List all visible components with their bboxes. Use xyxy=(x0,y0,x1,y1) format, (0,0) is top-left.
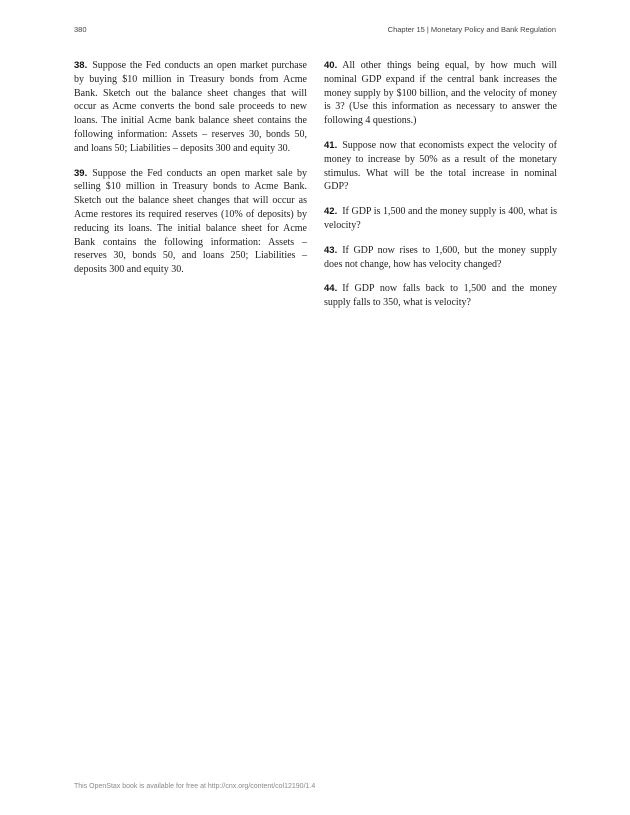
question-38 xyxy=(74,59,307,156)
question-40 xyxy=(324,59,557,128)
page-header xyxy=(74,25,556,39)
question-number: 40. xyxy=(324,60,338,71)
question-text: If GDP is 1,500 and the money supply is 400, what is velocity? xyxy=(324,206,557,231)
question-number: 38. xyxy=(74,60,88,71)
header-separator: | xyxy=(426,25,429,34)
question-39 xyxy=(74,167,307,277)
chapter-title xyxy=(388,25,556,34)
question-number: 42. xyxy=(324,206,338,218)
question-42 xyxy=(324,205,557,233)
question-number: 39. xyxy=(74,167,88,179)
question-41 xyxy=(324,139,557,194)
question-text: Suppose now that economists expect the velocity of money to increase by 50% as a result of the monetary stimulus. What will be the total increase in nominal GDP? xyxy=(324,139,557,193)
question-text: Suppose the Fed conducts an open market sale by selling $10 million in Treasury bonds to Acme Bank. Sketch out the balance sheet changes that will occur as Acme restores its required reserves (10% of deposits) by reducing its loans. The initial balance sheet for Acme Bank contains the following information: Assets – reserves 30, bonds 50, and loans 250; Liabilities – deposits 300 and equity 30. xyxy=(74,167,307,276)
question-text: Suppose the Fed conducts an open market purchase by buying $10 million in Treasury bonds from Acme Bank. Sketch out the balance sheet changes that will occur as Acme converts the bond sale proceeds to new loans. The initial Acme bank balance sheet contains the following information: Assets – reserves 30, bonds 50, and loans 50; Liabilities – deposits 300 and equity 30. xyxy=(74,60,307,154)
section-title: Monetary Policy and Bank Regulation xyxy=(430,25,556,34)
question-43 xyxy=(324,244,557,272)
left-column xyxy=(74,59,307,288)
question-44 xyxy=(324,282,557,310)
question-text: All other things being equal, by how much will nominal GDP expand if the central bank increases the money supply by $100 billion, and the velocity of money is 3? (Use this information as necessary to answer the following 4 questions.) xyxy=(324,60,557,127)
page-number: 380 xyxy=(74,25,87,34)
right-column xyxy=(324,59,557,321)
question-number: 44. xyxy=(324,283,338,295)
question-number: 41. xyxy=(324,139,338,151)
question-text: If GDP now falls back to 1,500 and the money supply falls to 350, what is velocity? xyxy=(324,283,557,309)
chapter-label: Chapter 15 xyxy=(387,25,425,34)
question-number: 43. xyxy=(324,244,338,256)
page-footer: This OpenStax book is available for free at http://cnx.org/content/col12190/1.4 xyxy=(74,783,316,790)
question-text: If GDP now rises to 1,600, but the money supply does not change, how has velocity changed? xyxy=(324,244,557,270)
